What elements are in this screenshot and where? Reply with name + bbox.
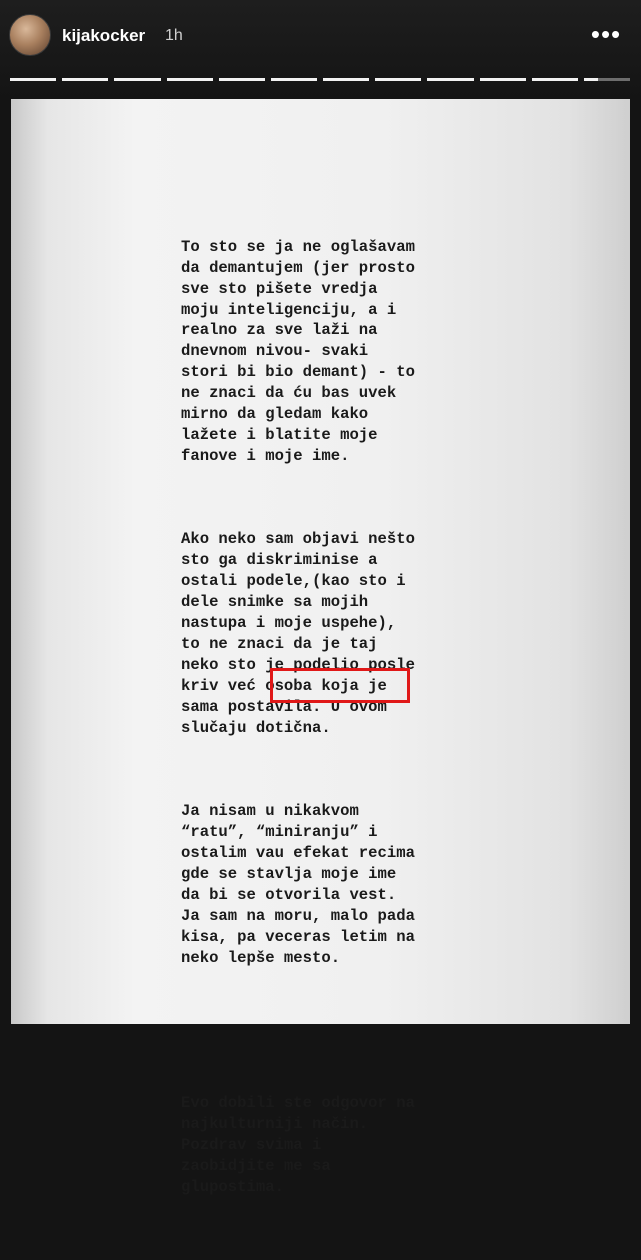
progress-segment: [10, 78, 56, 81]
progress-segment: [271, 78, 317, 81]
post-time: 1h: [165, 27, 183, 44]
story-paragraph: Ja nisam u nikakvom “ratu”, “miniranju” i ostalim vau efekat recima gde se stavlja moje ime da bi se otvorila vest. Ja sam na moru, malo pada kisa, pa veceras letim na neko lepše mesto.: [181, 802, 415, 967]
username[interactable]: kijakocker: [62, 26, 146, 45]
story-text: [181, 195, 481, 1260]
progress-segment: [114, 78, 160, 81]
more-options-icon[interactable]: •••: [590, 19, 622, 49]
story-header: [0, 0, 641, 100]
progress-segment: [167, 78, 213, 81]
progress-segment: [219, 78, 265, 81]
progress-segment: [532, 78, 578, 81]
story-paragraph: Ako neko sam objavi nešto sto ga diskriminise a ostali podele,(kao sto i dele snimke sa mojih nastupa i moje uspehe), to ne znaci da je taj neko sto je podelio posle kriv već osoba koja je sama postavila. U ovom slučaju dotična.: [181, 530, 415, 737]
highlight-box: [270, 668, 410, 703]
story-content[interactable]: [11, 99, 630, 1196]
profile-avatar[interactable]: [9, 14, 51, 56]
story-paragraph: To sto se ja ne oglašavam da demantujem (jer prosto sve sto pišete vredja moju inteligenciju, a i realno za sve laži na dnevnom nivou- svaki stori bi bio demant) - to ne znaci da ću bas uvek mirno da gledam kako lažete i blatite moje fanove i moje ime.: [181, 237, 415, 465]
progress-segment: [584, 78, 630, 81]
progress-segment: [480, 78, 526, 81]
story-progress-bar: [10, 78, 630, 81]
progress-segment: [323, 78, 369, 81]
progress-segment: [427, 78, 473, 81]
story-paragraph: Evo dobili ste odgovor na najkulturniji način. Pozdrav svima i zaobidjite me sa glupostima.: [181, 1094, 415, 1196]
progress-segment: [375, 78, 421, 81]
progress-segment: [62, 78, 108, 81]
